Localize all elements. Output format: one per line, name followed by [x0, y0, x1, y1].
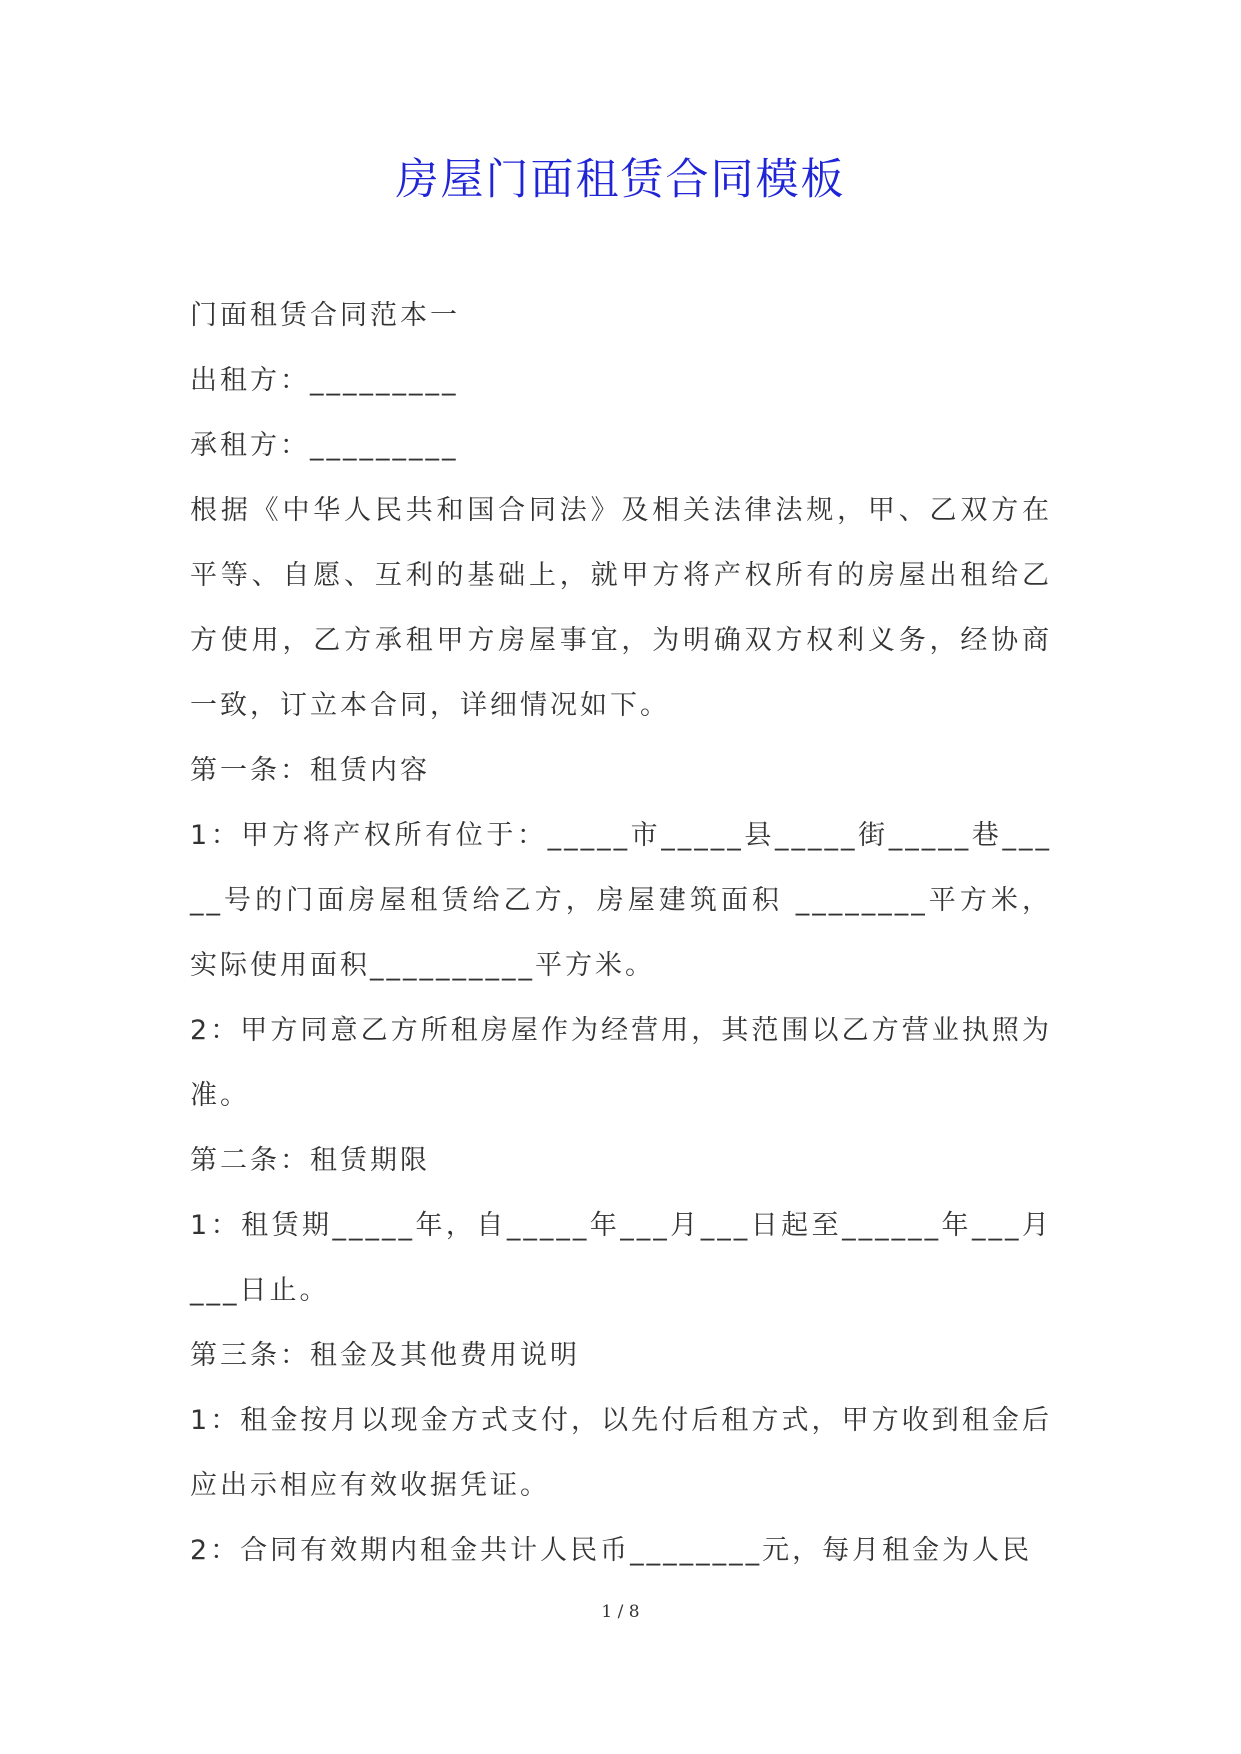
page-number: 1 / 8 [601, 1602, 640, 1622]
article-one-clause-2: 2：甲方同意乙方所租房屋作为经营用，其范围以乙方营业执照为准。 [190, 1015, 1052, 1111]
article-three-clause-1: 1：租金按月以现金方式支付，以先付后租方式，甲方收到租金后应出示相应有效收据凭证。 [190, 1405, 1052, 1501]
document-title: 房屋门面租赁合同模板 [395, 155, 846, 205]
article-one-heading: 第一条：租赁内容 [190, 755, 430, 786]
article-three-clause-2: 2：合同有效期内租金共计人民币________元，每月租金为人民 [190, 1535, 1033, 1566]
preamble-paragraph: 根据《中华人民共和国合同法》及相关法律法规，甲、乙双方在平等、自愿、互利的基础上，就甲方将产权所有的房屋出租给乙方使用，乙方承租甲方房屋事宜，为明确双方权利义务，经协商一致，订立本合同，详细情况如下。 [190, 495, 1052, 721]
lessor-line: 出租方：_________ [190, 365, 459, 396]
document-body [190, 283, 1052, 1583]
article-two-heading: 第二条：租赁期限 [190, 1145, 430, 1176]
lessee-line: 承租方：_________ [190, 430, 459, 461]
article-two-clause-1: 1：租赁期_____年，自_____年___月___日起至______年___月___日止。 [190, 1210, 1052, 1306]
section-heading-template-one: 门面租赁合同范本一 [190, 300, 460, 331]
article-three-heading: 第三条：租金及其他费用说明 [190, 1340, 580, 1371]
article-one-clause-1: 1：甲方将产权所有位于：_____市_____县_____街_____巷_____号的门面房屋租赁给乙方，房屋建筑面积 ________平方米，实际使用面积__________平方米。 [190, 820, 1052, 981]
